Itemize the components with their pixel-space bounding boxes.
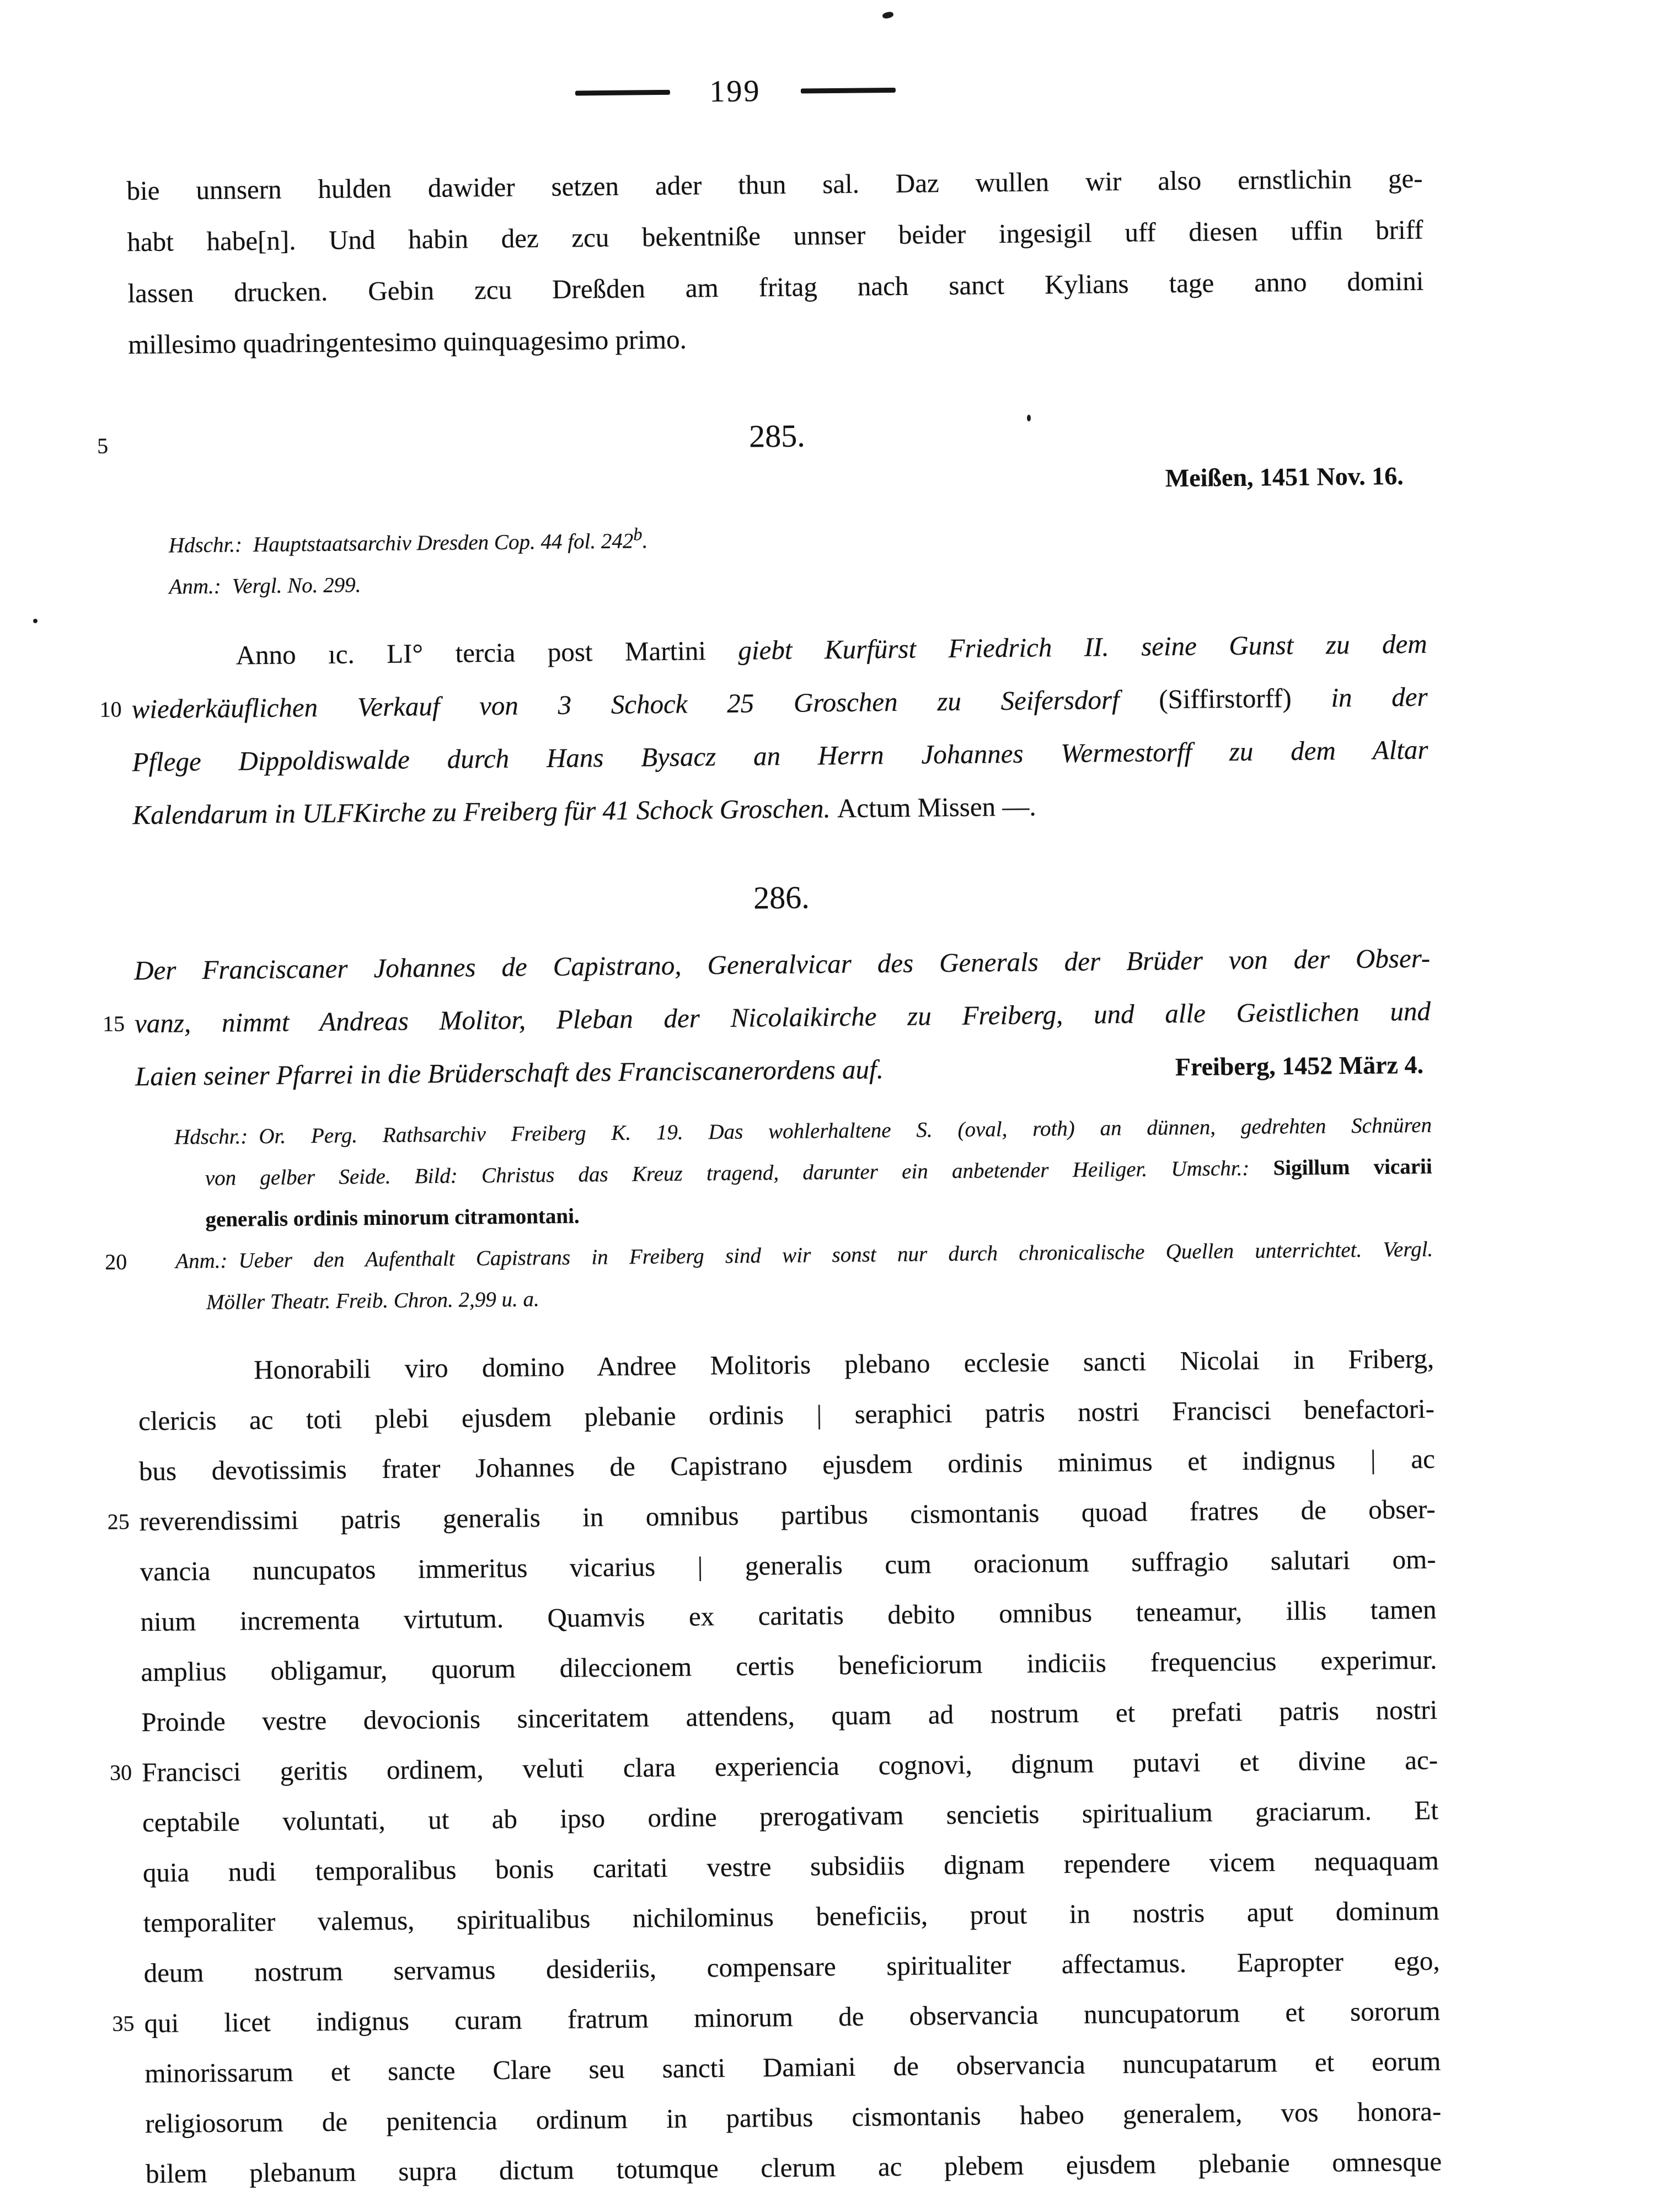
regest-italic-segment: Laien seiner Pfarrei in die Brüderschaft des Franciscanerordens auf. — [135, 1054, 884, 1092]
folio-superscript: b — [633, 524, 643, 545]
regest-roman-segment: Anno ıc. LI° tercia post Martini — [235, 635, 738, 671]
page-content — [97, 66, 1442, 2199]
charter-line: quia nudi temporalibus bonis caritati vestre subsidiis dignam rependere vicem nequaquam — [142, 1845, 1439, 1888]
charter-line: temporaliter valemus, spiritualibus nichilominus beneficiis, prout in nostris aput dominum — [143, 1895, 1439, 1938]
text-line: millesimo quadringentesimo quinquagesimo primo. — [128, 324, 687, 360]
regest-italic-segment: in der — [1331, 681, 1428, 713]
charter-line: bus devotissimis frater Johannes de Capistrano ejusdem ordinis minimus et indignus | ac — [138, 1443, 1436, 1487]
regest-italic-segment: wiederkäuflichen Verkauf von 3 Schock 25 Groschen zu Seifersdorf — [131, 684, 1159, 725]
regest-roman-segment: Actum Missen —. — [837, 791, 1036, 823]
hdschr-text: Hauptstaatsarchiv Dresden Cop. 44 fol. 242 — [253, 529, 634, 557]
hdschr-label: Hdschr.: — [168, 533, 243, 558]
charter-line-text: reverendissimi patris generalis in omnibus partibus cismontanis quoad fratres de obser- — [139, 1493, 1436, 1537]
text-line: bie unnsern hulden dawider setzen ader thun sal. Daz wullen wir also ernstlichin ge- — [126, 163, 1423, 206]
header-rule-right — [800, 87, 895, 93]
text-line: habt habe[n]. Und habin dez zcu bekentniße unnser beider ingesigil uff diesen uffin briff — [127, 214, 1423, 258]
entry-285-dateline: Meißen, 1451 Nov. 16. — [1165, 462, 1404, 492]
charter-line: amplius obligamur, quorum dileccionem certis beneficiorum indiciis frequencius experimur. — [141, 1644, 1437, 1688]
anm-text: Vergl. No. 299. — [232, 573, 361, 598]
note-italic-segment: Or. Perg. Rathsarchiv Freiberg K. 19. Das wohlerhaltene S. (oval, roth) an dünnen, gedrehten Schnüren — [259, 1113, 1432, 1149]
charter-line: Honorabili viro domino Andree Molitoris plebano ecclesie sancti Nicolai in Friberg, — [253, 1343, 1434, 1385]
entry-286-source-notes — [105, 1105, 1433, 1324]
margin-line-number: 25 — [107, 1509, 130, 1534]
margin-line-number: 10 — [99, 697, 122, 722]
seal-legend-segment: Sigillum vicarii — [1273, 1154, 1432, 1180]
regest-italic-segment: Kalendarum in ULFKirche zu Freiberg für 41 Schock Groschen. — [132, 792, 838, 831]
charter-line: vancia nuncupatos immeritus vicarius | generalis cum oracionum suffragio salutari om- — [140, 1544, 1436, 1587]
charter-line: bilem plebanum supra dictum totumque clerum ac plebem ejusdem plebanie omnesque — [145, 2146, 1442, 2189]
regest-italic-segment: vanz, nimmt Andreas Molitor, Pleban der Nicolaikirche zu Freiberg, und alle Geistlichen und — [134, 995, 1431, 1039]
regest-line: Pflege Dippoldiswalde durch Hans Bysacz an Herrn Johannes Wermestorff zu dem Altar — [132, 734, 1428, 778]
hdschr-tail: . — [642, 529, 648, 553]
charter-text — [107, 1333, 1442, 2199]
previous-entry-closing-paragraph — [126, 153, 1424, 371]
entry-285-regest — [99, 618, 1429, 842]
charter-line-text: qui licet indignus curam fratrum minorum de observancia nuncupatorum et sororum — [144, 1995, 1441, 2039]
scan-speck — [33, 619, 38, 623]
anm-label: Anm.: — [175, 1249, 228, 1273]
charter-line: ceptabile voluntati, ut ab ipso ordine prerogativam sencietis spiritualium graciarum. Et — [142, 1795, 1439, 1838]
margin-line-number: 15 — [102, 1011, 125, 1036]
header-rule-left — [575, 89, 670, 95]
charter-line: religiosorum de penitencia ordinum in partibus cismontanis habeo generalem, vos honora- — [145, 2096, 1442, 2139]
page-number: 199 — [709, 74, 761, 109]
anm-label: Anm.: — [169, 574, 221, 599]
running-head — [49, 66, 1422, 117]
anm-note-line: Möller Theatr. Freib. Chron. 2,99 u. a. — [206, 1287, 539, 1315]
entry-286-heading-row — [133, 872, 1430, 924]
regest-roman-segment: (Siffirstorff) — [1159, 682, 1331, 715]
entry-285-heading-row — [97, 411, 1426, 462]
margin-line-number: 5 — [97, 433, 109, 458]
charter-line: clericis ac toti plebi ejusdem plebanie ordinis | seraphici patris nostri Francisci benefactori- — [138, 1393, 1435, 1437]
charter-line: Proinde vestre devocionis sinceritatem attendens, quam ad nostrum et prefati patris nostri — [141, 1694, 1438, 1738]
entry-285-source-notes — [168, 507, 1426, 608]
note-italic-segment: von gelber Seide. Bild: Christus das Kreuz tragend, darunter ein anbetender Heiliger. Umschr.: — [205, 1156, 1273, 1191]
hdschr-label: Hdschr.: — [174, 1124, 248, 1149]
charter-line: deum nostrum servamus desideriis, compensare spiritualiter affectamus. Eapropter ego, — [143, 1945, 1440, 1989]
margin-line-number: 35 — [112, 2011, 135, 2036]
entry-285-number: 285. — [748, 417, 806, 454]
seal-legend-segment: generalis ordinis minorum citramontani. — [205, 1204, 580, 1232]
text-line: lassen drucken. Gebin zcu Dreßden am fritag nach sanct Kylians tage anno domini — [127, 265, 1424, 309]
charter-line: nium incrementa virtutum. Quamvis ex caritatis debito omnibus teneamur, illis tamen — [140, 1594, 1437, 1637]
entry-286-dateline: Freiberg, 1452 März 4. — [1175, 1050, 1424, 1081]
regest-italic-segment: giebt Kurfürst Friedrich II. seine Gunst zu dem — [738, 628, 1427, 666]
entry-286-number: 286. — [753, 879, 810, 916]
charter-line-text: Francisci geritis ordinem, veluti clara experiencia cognovi, dignum putavi et divine ac- — [141, 1744, 1438, 1788]
entry-286-regest — [102, 932, 1432, 1104]
margin-line-number: 30 — [109, 1760, 132, 1785]
charter-line: minorissarum et sancte Clare seu sancti Damiani de observancia nuncupatarum et eorum — [144, 2045, 1441, 2089]
margin-line-number: 20 — [105, 1249, 127, 1274]
regest-line: Der Franciscaner Johannes de Capistrano, Generalvicar des Generals der Brüder von der Obser- — [133, 942, 1431, 986]
note-italic-segment: Ueber den Aufenthalt Capistrans in Freiberg sind wir sonst nur durch chronicalische Quellen unterrichtet. Vergl. — [238, 1237, 1433, 1273]
scan-speck — [882, 11, 894, 19]
